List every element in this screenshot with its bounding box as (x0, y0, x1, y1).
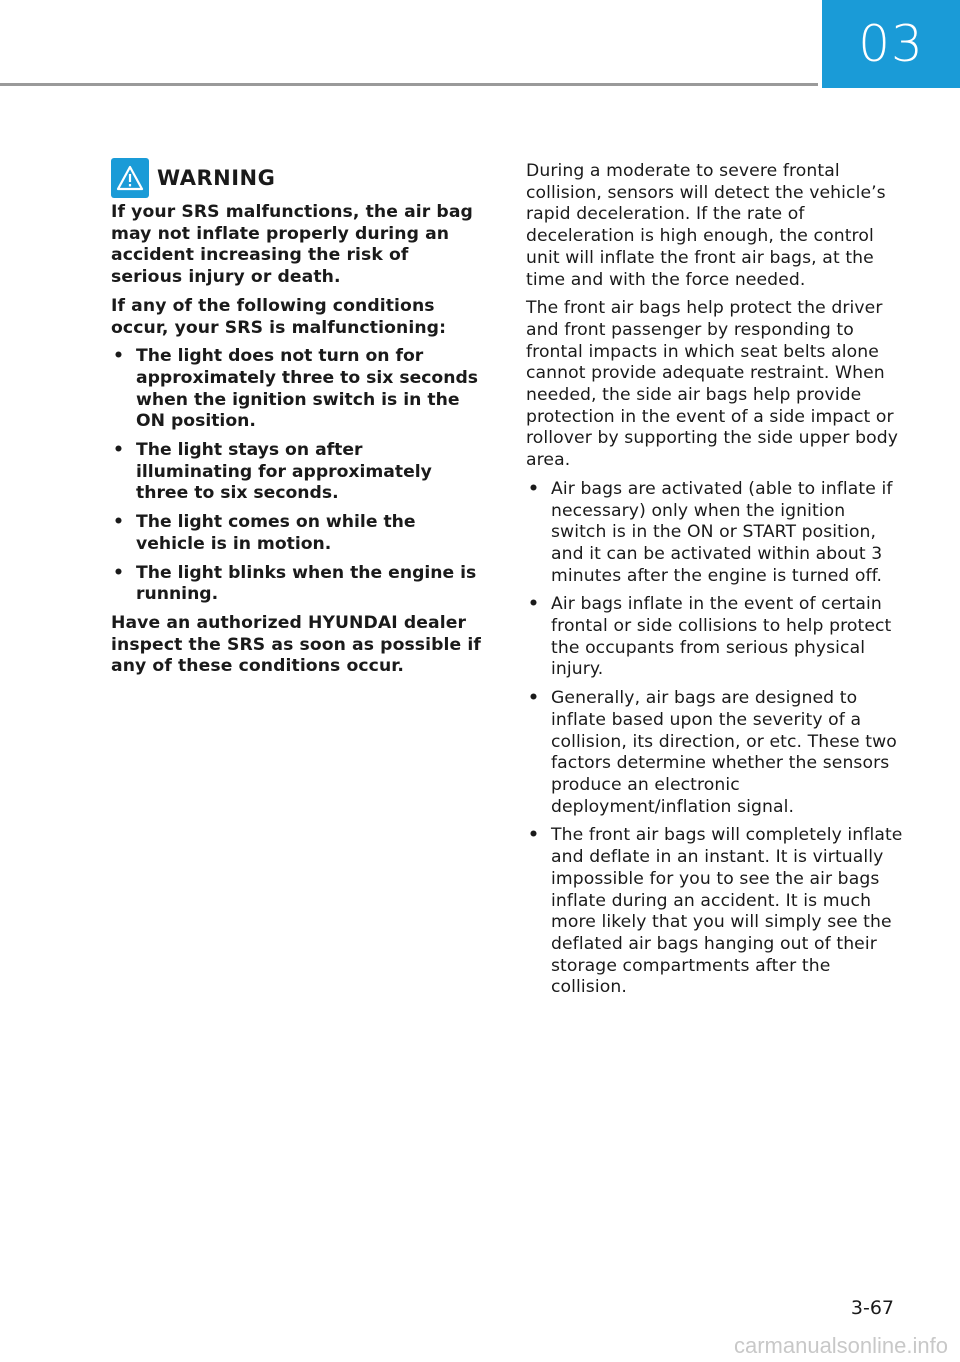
list-item-text: The light blinks when the engine is running. (136, 562, 477, 605)
list-item (526, 688, 906, 818)
list-item (111, 512, 483, 555)
list-item (111, 346, 483, 433)
list-item (526, 825, 906, 999)
body-column (526, 161, 906, 1006)
list-item (111, 563, 483, 606)
warning-title: WARNING (157, 166, 276, 190)
warning-box (111, 158, 483, 685)
chapter-tab (822, 0, 960, 88)
bullet-icon: • (113, 512, 124, 533)
bullet-icon: • (113, 562, 124, 583)
list-item-text: The light does not turn on for approximately three to six seconds when the ignition switch is in the ON position. (136, 346, 479, 432)
header-rule (0, 83, 818, 86)
warning-conditions-list (111, 346, 483, 606)
warning-triangle-icon (111, 158, 149, 198)
body-paragraph-1: During a moderate to severe frontal collision, sensors will detect the vehicle’s rapid deceleration. If the rate of deceleration is high enough, the control unit will inflate the front air bags, at the time and with the force needed. (526, 161, 886, 290)
body-bullet-list (526, 479, 906, 999)
watermark: carmanualsonline.info (733, 1333, 948, 1358)
warning-advice: Have an authorized HYUNDAI dealer inspect the SRS as soon as possible if any of these conditions occur. (111, 612, 481, 677)
list-item-text: Air bags inflate in the event of certain frontal or side collisions to help protect the occupants from serious physical injury. (551, 594, 892, 680)
list-item-text: Air bags are activated (able to inflate if necessary) only when the ignition switch is in the ON or START position, and it can be activated within about 3 minutes after the engine is turned off. (551, 478, 893, 586)
bullet-icon: • (113, 440, 124, 461)
bullet-icon: • (113, 346, 124, 367)
list-item (526, 479, 906, 588)
body-paragraph-2: The front air bags help protect the driver and front passenger by responding to frontal impacts in which seat belts alone cannot provide adequate restraint. When needed, the side air bags help provide protection in the event of a side impact or rollover by supporting the side upper body area. (526, 298, 898, 471)
bullet-icon: • (528, 825, 540, 846)
bullet-icon: • (528, 478, 540, 499)
chapter-number: 03 (858, 15, 924, 73)
bullet-icon: • (528, 594, 540, 615)
list-item-text: The front air bags will completely inflate and deflate in an instant. It is virtually impossible for you to see the air bags inflate during an accident. It is much more likely that you will simply see the deflated air bags hanging out of their storage compartments after the collision. (551, 825, 903, 998)
list-item (526, 594, 906, 681)
list-item (111, 440, 483, 505)
list-item-text: Generally, air bags are designed to inflate based upon the severity of a collision, its direction, or etc. These two factors determine whether the sensors produce an electronic deployment/inflation signal. (551, 688, 897, 817)
warning-intro: If your SRS malfunctions, the air bag may not inflate properly during an accident increasing the risk of serious injury or death. (111, 202, 473, 288)
list-item-text: The light comes on while the vehicle is in motion. (136, 512, 416, 554)
bullet-icon: • (528, 688, 540, 709)
warning-header (111, 158, 483, 198)
page-number: 3-67 (850, 1297, 894, 1319)
warning-conditions-lead: If any of the following conditions occur, your SRS is malfunctioning: (111, 295, 447, 338)
list-item-text: The light stays on after illuminating for approximately three to six seconds. (136, 440, 432, 504)
